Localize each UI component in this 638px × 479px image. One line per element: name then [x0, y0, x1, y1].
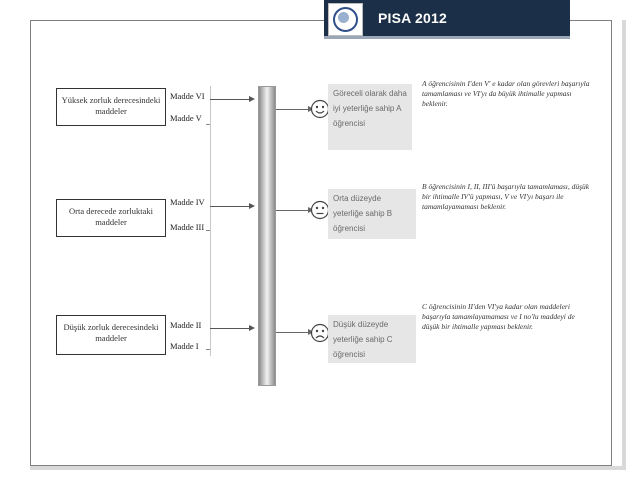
item-label-vi: Madde VI [170, 91, 205, 101]
seal-center [338, 12, 349, 23]
neutral-face-icon [310, 200, 330, 220]
item-label-i: Madde I [170, 341, 199, 351]
institution-seal-icon [328, 3, 363, 36]
student-a-description: A öğrencisinin I'den V' e kadar olan görevleri başarıyla tamamlaması ve VI'yı da büyük ihtimalle yapması beklenir. [422, 79, 590, 108]
student-c-description: C öğrencisinin II'den VI'ya kadar olan maddeleri başarıyla tamamlayamaması ve I no'lu maddeyi de düşük bir ihtimalle yapması beklenir. [422, 302, 575, 331]
student-b-description: B öğrencisinin I, II, III'ü başarıyla tamamlaması, düşük bir ihtimalle IV'ü yapması, V ve VI'yı başarı ile tamamlayamaması beklenir. [422, 182, 590, 211]
frame-shadow-right [622, 20, 626, 466]
frame-shadow-bottom [30, 466, 626, 470]
item-tick [206, 124, 210, 125]
proficiency-scale-bar [258, 86, 276, 386]
connector-line [276, 109, 312, 110]
arrow-line [210, 328, 250, 329]
item-label-iv: Madde IV [170, 197, 205, 207]
arrow-head [249, 325, 255, 331]
item-label-ii: Madde II [170, 320, 202, 330]
header-strip [324, 36, 570, 39]
student-c-box: Düşük düzeyde yeterliğe sahip C öğrencisi [328, 315, 416, 363]
arrow-line [210, 99, 250, 100]
medium-difficulty-box: Orta derecede zorluktaki maddeler [56, 199, 166, 237]
student-b-box: Orta düzeyde yeterliğe sahip B öğrencisi [328, 189, 416, 239]
page-title: PISA 2012 [378, 10, 447, 26]
item-tick [206, 230, 210, 231]
happy-face-icon [310, 99, 330, 119]
arrow-line [210, 206, 250, 207]
sad-face-icon [310, 323, 330, 343]
item-guide-line [210, 86, 211, 356]
high-difficulty-box: Yüksek zorluk derecesindeki maddeler [56, 88, 166, 126]
arrow-head [249, 96, 255, 102]
low-difficulty-box: Düşük zorluk derecesindeki maddeler [56, 315, 166, 355]
item-tick [206, 349, 210, 350]
item-label-v: Madde V [170, 113, 202, 123]
item-label-iii: Madde III [170, 222, 205, 232]
arrow-head [249, 203, 255, 209]
student-a-box: Göreceli olarak daha iyi yeterliğe sahip A öğrencisi [328, 84, 412, 150]
connector-line [276, 210, 312, 211]
connector-line [276, 332, 312, 333]
